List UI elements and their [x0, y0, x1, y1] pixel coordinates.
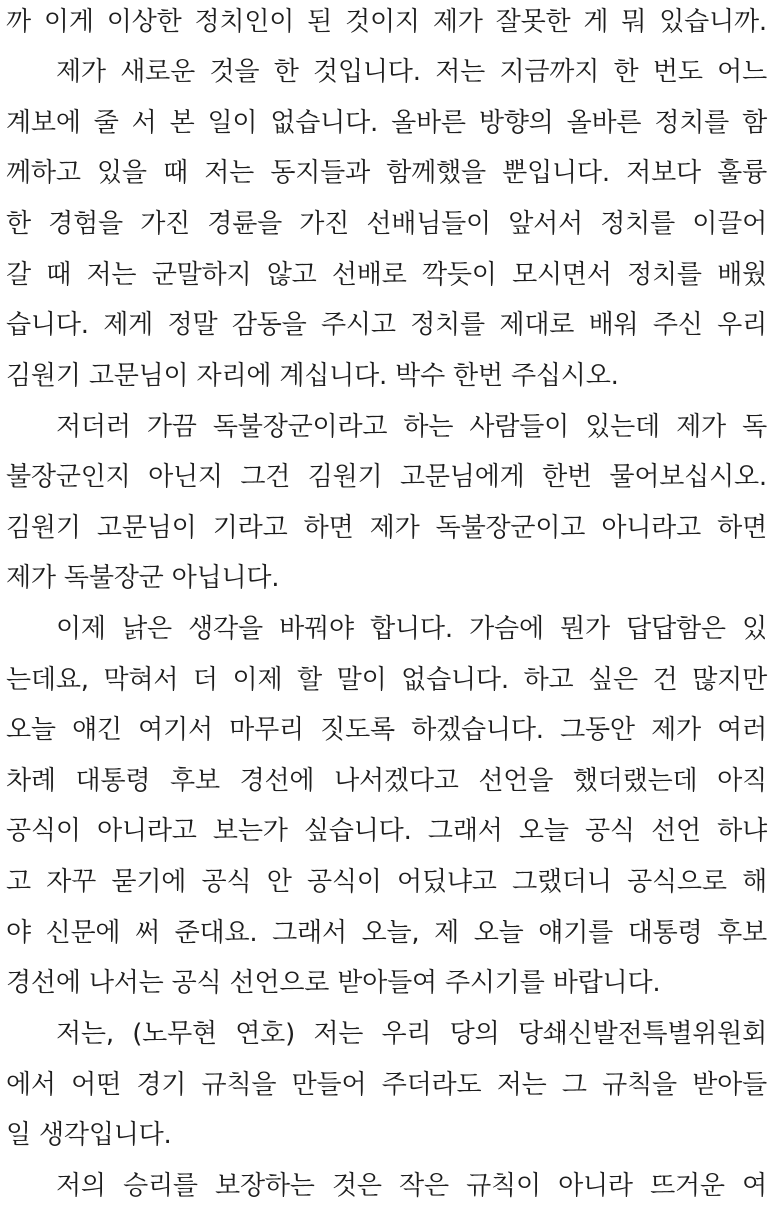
text-line: 김원기 고문님이 자리에 계십니다. 박수 한번 주십시오. [6, 361, 619, 391]
text-line: 갈 때 저는 군말하지 않고 선배로 깍듯이 모시면서 정치를 배웠 [6, 260, 767, 290]
text-line: 이제 낡은 생각을 바꿔야 합니다. 가슴에 뭔가 답답함은 있 [56, 614, 767, 644]
text-line: 제가 독불장군 아닙니다. [6, 563, 280, 593]
text-line: 저는, (노무현 연호) 저는 우리 당의 당쇄신발전특별위원회 [56, 1019, 767, 1049]
text-line: 제가 새로운 것을 한 것입니다. 저는 지금까지 한 번도 어느 [56, 57, 767, 87]
text-line: 고 자꾸 묻기에 공식 안 공식이 어딨냐고 그랬더니 공식으로 해 [6, 867, 767, 897]
text-line: 까 이게 이상한 정치인이 된 것이지 제가 잘못한 게 뭐 있습니까. [6, 7, 767, 37]
text-line: 는데요, 막혀서 더 이제 할 말이 없습니다. 하고 싶은 건 많지만 [6, 665, 767, 695]
text-line: 오늘 얘긴 여기서 마무리 짓도록 하겠습니다. 그동안 제가 여러 [6, 715, 767, 745]
text-line: 불장군인지 아닌지 그건 김원기 고문님에게 한번 물어보십시오. [6, 462, 767, 492]
text-line: 한 경험을 가진 경륜을 가진 선배님들이 앞서서 정치를 이끌어 [6, 209, 767, 239]
text-line: 습니다. 제게 정말 감동을 주시고 정치를 제대로 배워 주신 우리 [6, 310, 767, 340]
text-line: 경선에 나서는 공식 선언으로 받아들여 주시기를 바랍니다. [6, 968, 661, 998]
text-line: 저의 승리를 보장하는 것은 작은 규칙이 아니라 뜨거운 여 [56, 1171, 767, 1201]
text-line: 께하고 있을 때 저는 동지들과 함께했을 뿐입니다. 저보다 훌륭 [6, 158, 767, 188]
text-line: 공식이 아니라고 보는가 싶습니다. 그래서 오늘 공식 선언 하냐 [6, 816, 767, 846]
text-line: 에서 어떤 경기 규칙을 만들어 주더라도 저는 그 규칙을 받아들 [6, 1070, 767, 1100]
text-line: 계보에 줄 서 본 일이 없습니다. 올바른 방향의 올바른 정치를 함 [6, 108, 767, 138]
text-line: 차례 대통령 후보 경선에 나서겠다고 선언을 했더랬는데 아직 [6, 766, 767, 796]
text-line: 저더러 가끔 독불장군이라고 하는 사람들이 있는데 제가 독 [56, 412, 767, 442]
text-line: 야 신문에 써 준대요. 그래서 오늘, 제 오늘 얘기를 대통령 후보 [6, 918, 767, 948]
text-line: 일 생각입니다. [6, 1120, 172, 1150]
text-line: 김원기 고문님이 기라고 하면 제가 독불장군이고 아니라고 하면 [6, 513, 767, 543]
